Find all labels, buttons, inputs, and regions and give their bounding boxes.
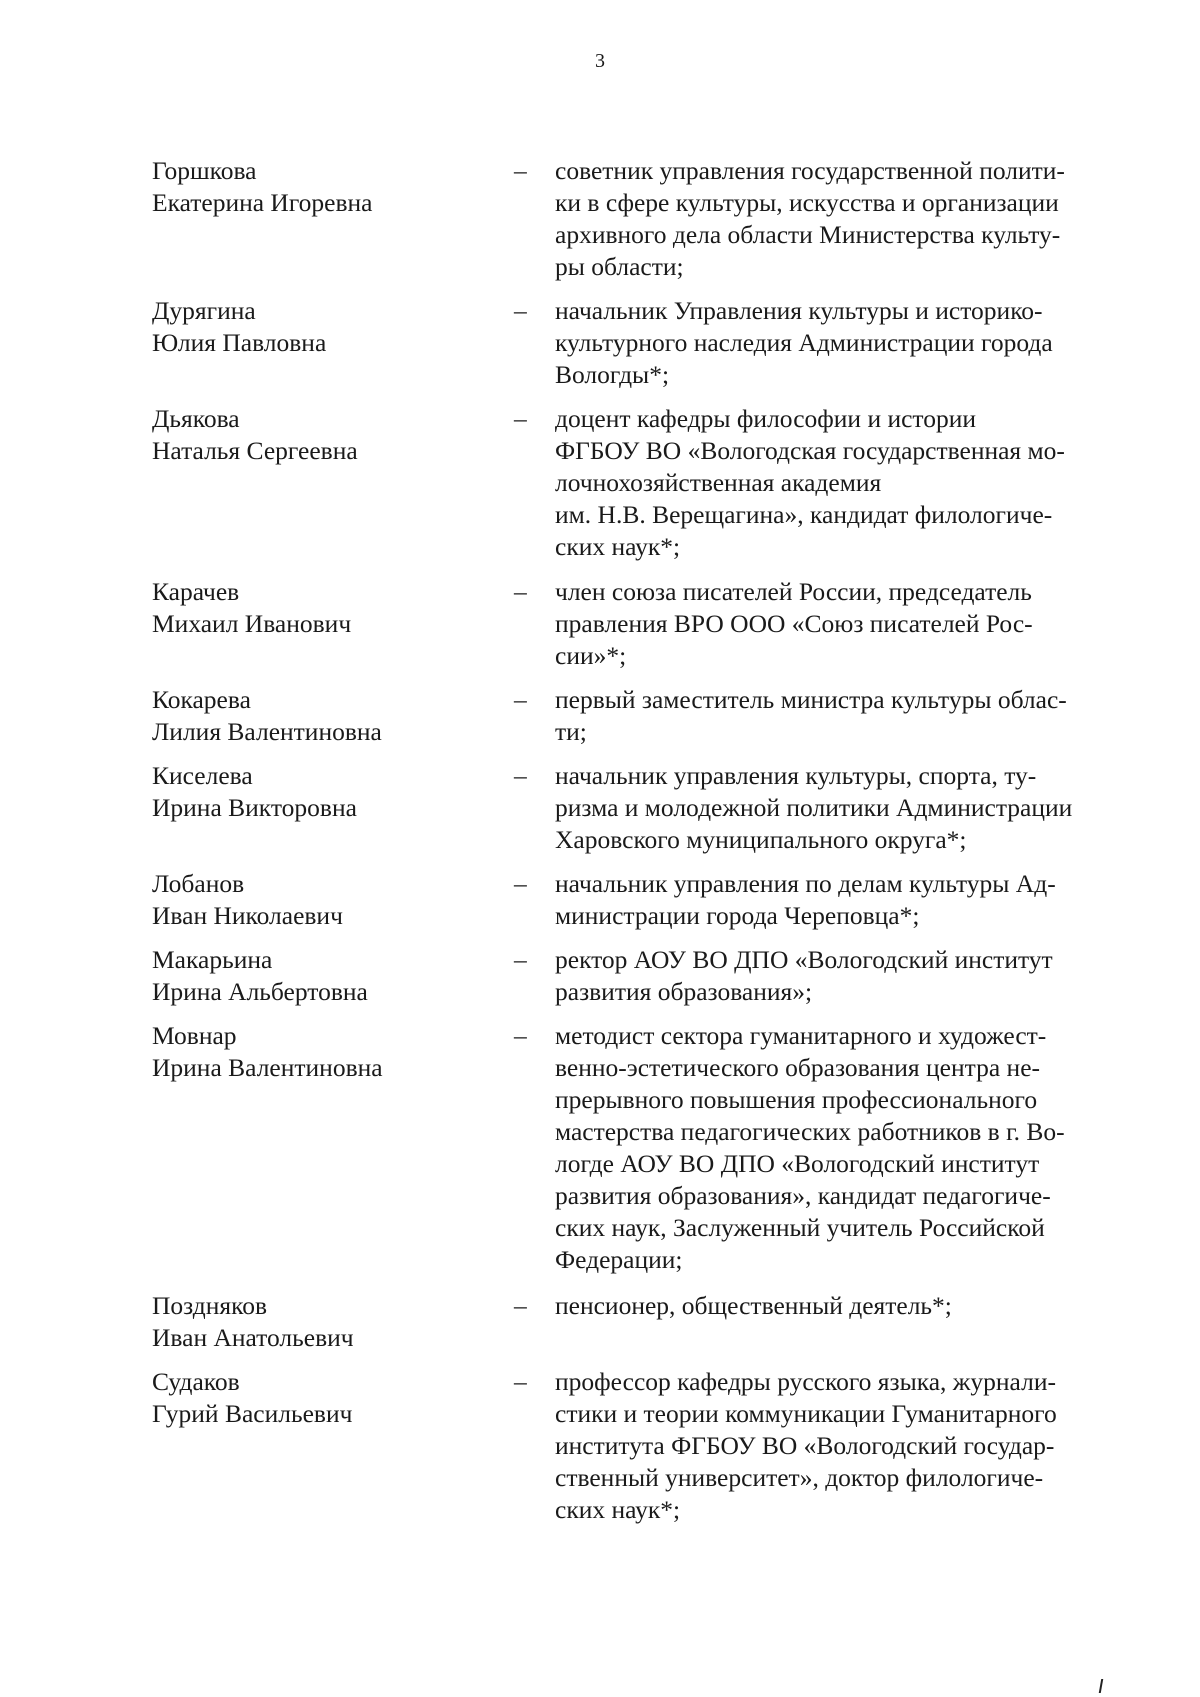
member-given-name: Ирина Альбертовна [152,977,368,1006]
description-line: ственный университет», доктор филологиче- [555,1463,1044,1492]
description-line: Федерации; [555,1245,683,1274]
member-description [555,1290,1135,1322]
dash-separator: – [514,577,527,606]
description-line: мастерства педагогических работников в г. Во- [555,1117,1065,1146]
member-name [152,576,492,640]
description-line: ры области; [555,252,684,281]
dash-separator: – [514,296,527,325]
description-line: лочнохозяйственная академия [555,468,882,497]
dash-separator: – [514,869,527,898]
description-line: ризма и молодежной политики Администрации [555,793,1073,822]
description-line: Харовского муниципального округа*; [555,825,967,854]
member-description [555,1366,1135,1526]
member-given-name: Михаил Иванович [152,609,352,638]
description-line: начальник управления культуры, спорта, ту- [555,761,1037,790]
description-line: профессор кафедры русского языка, журнали- [555,1367,1056,1396]
description-line: архивного дела области Министерства культу- [555,220,1061,249]
member-description [555,576,1135,672]
description-line: им. Н.В. Верещагина», кандидат филологиче- [555,500,1053,529]
dash-separator: – [514,1367,527,1396]
member-given-name: Наталья Сергеевна [152,436,358,465]
description-line: член союза писателей России, председатель [555,577,1032,606]
member-given-name: Гурий Васильевич [152,1399,353,1428]
dash-separator: – [514,1021,527,1050]
member-surname: Горшкова [152,156,257,185]
member-surname: Макарьина [152,945,273,974]
description-line: пенсионер, общественный деятель*; [555,1291,952,1320]
description-line: сии»*; [555,641,627,670]
member-name [152,1366,492,1430]
member-given-name: Иван Анатольевич [152,1323,354,1352]
member-surname: Карачев [152,577,240,606]
description-line: правления ВРО ООО «Союз писателей Рос- [555,609,1033,638]
member-given-name: Лилия Валентиновна [152,717,382,746]
page-number: 3 [595,50,605,72]
description-line: методист сектора гуманитарного и художест- [555,1021,1047,1050]
member-name [152,684,492,748]
member-name [152,760,492,824]
description-line: министрации города Череповца*; [555,901,920,930]
description-line: культурного наследия Администрации города [555,328,1053,357]
description-line: начальник управления по делам культуры Ад- [555,869,1056,898]
member-description [555,295,1135,391]
description-line: ти; [555,717,587,746]
description-line: ректор АОУ ВО ДПО «Вологодский институт [555,945,1053,974]
member-surname: Лобанов [152,869,245,898]
member-surname: Кокарева [152,685,251,714]
member-description [555,155,1135,283]
description-line: советник управления государственной полити- [555,156,1065,185]
member-given-name: Иван Николаевич [152,901,343,930]
member-surname: Судаков [152,1367,240,1396]
dash-separator: – [514,1291,527,1320]
description-line: ских наук*; [555,532,681,561]
member-given-name: Екатерина Игоревна [152,188,373,217]
description-line: ских наук*; [555,1495,681,1524]
member-name [152,295,492,359]
member-surname: Киселева [152,761,253,790]
member-description [555,868,1135,932]
member-description [555,760,1135,856]
member-name [152,868,492,932]
description-line: доцент кафедры философии и истории [555,404,977,433]
member-description [555,944,1135,1008]
description-line: ФГБОУ ВО «Вологодская государственная мо- [555,436,1065,465]
member-name [152,155,492,219]
member-description [555,684,1135,748]
dash-separator: – [514,761,527,790]
member-surname: Дьякова [152,404,240,433]
member-given-name: Ирина Валентиновна [152,1053,383,1082]
description-line: ских наук, Заслуженный учитель Российской [555,1213,1045,1242]
description-line: стики и теории коммуникации Гуманитарного [555,1399,1057,1428]
member-description [555,403,1135,563]
description-line: Вологды*; [555,360,670,389]
description-line: прерывного повышения профессионального [555,1085,1038,1114]
member-surname: Мовнар [152,1021,237,1050]
description-line: развития образования», кандидат педагогиче- [555,1181,1051,1210]
description-line: начальник Управления культуры и историко- [555,296,1043,325]
member-surname: Дурягина [152,296,256,325]
member-name [152,1290,492,1354]
description-line: института ФГБОУ ВО «Вологодский государ- [555,1431,1055,1460]
member-name [152,403,492,467]
member-name [152,944,492,1008]
description-line: логде АОУ ВО ДПО «Вологодский институт [555,1149,1040,1178]
description-line: венно-эстетического образования центра не- [555,1053,1040,1082]
member-given-name: Юлия Павловна [152,328,327,357]
description-line: развития образования»; [555,977,813,1006]
member-description [555,1020,1135,1276]
dash-separator: – [514,156,527,185]
dash-separator: – [514,945,527,974]
dash-separator: – [514,685,527,714]
description-line: ки в сфере культуры, искусства и организации [555,188,1059,217]
member-given-name: Ирина Викторовна [152,793,357,822]
member-surname: Поздняков [152,1291,268,1320]
description-line: первый заместитель министра культуры облас- [555,685,1067,714]
dash-separator: – [514,404,527,433]
member-name [152,1020,492,1084]
